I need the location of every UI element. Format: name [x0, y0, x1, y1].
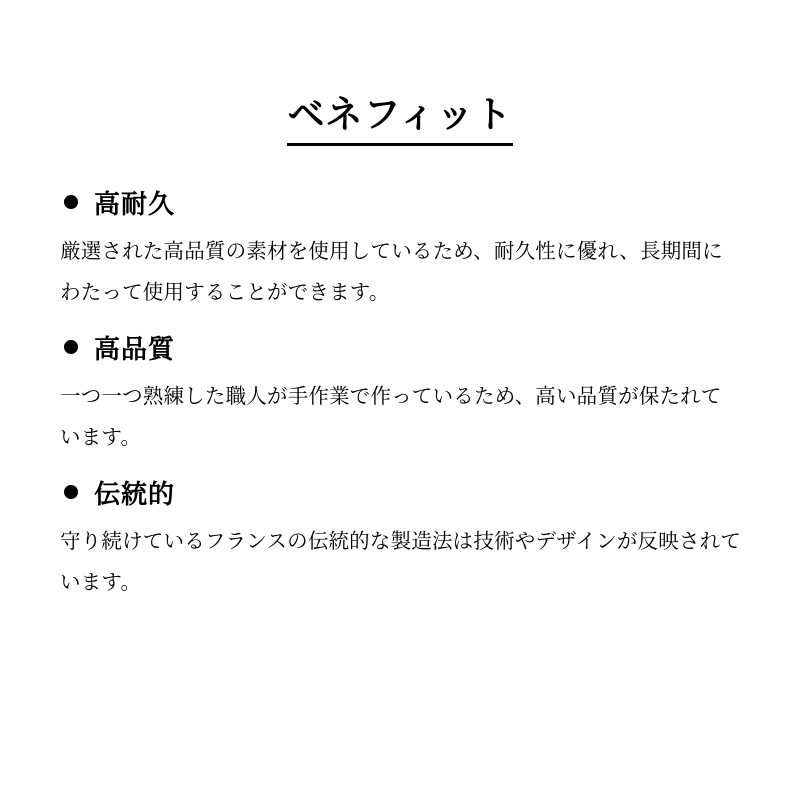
benefit-item [58, 474, 742, 603]
benefit-item [58, 329, 742, 458]
benefit-body-text: 一つ一つ熟練した職人が手作業で作っているため、高い品質が保たれています。 [60, 383, 722, 449]
benefit-heading-label: 伝統的 [94, 479, 176, 510]
benefit-body-text: 厳選された高品質の素材を使用しているため、耐久性に優れ、長期間にわたって使用することができます。 [60, 238, 723, 304]
filled-circle-bullet-icon [64, 195, 78, 209]
benefit-item [58, 184, 742, 313]
benefit-heading [58, 474, 742, 511]
benefit-body-text: 守り続けているフランスの伝統的な製造法は技術やデザインが反映されています。 [60, 528, 742, 594]
filled-circle-bullet-icon [64, 340, 78, 354]
filled-circle-bullet-icon [64, 485, 78, 499]
page-title-text: ベネフィット [287, 95, 512, 146]
benefit-heading [58, 329, 742, 366]
page-title [58, 95, 742, 146]
benefit-heading-label: 高品質 [94, 334, 176, 365]
benefit-heading [58, 184, 742, 221]
benefit-heading-label: 高耐久 [94, 189, 176, 220]
